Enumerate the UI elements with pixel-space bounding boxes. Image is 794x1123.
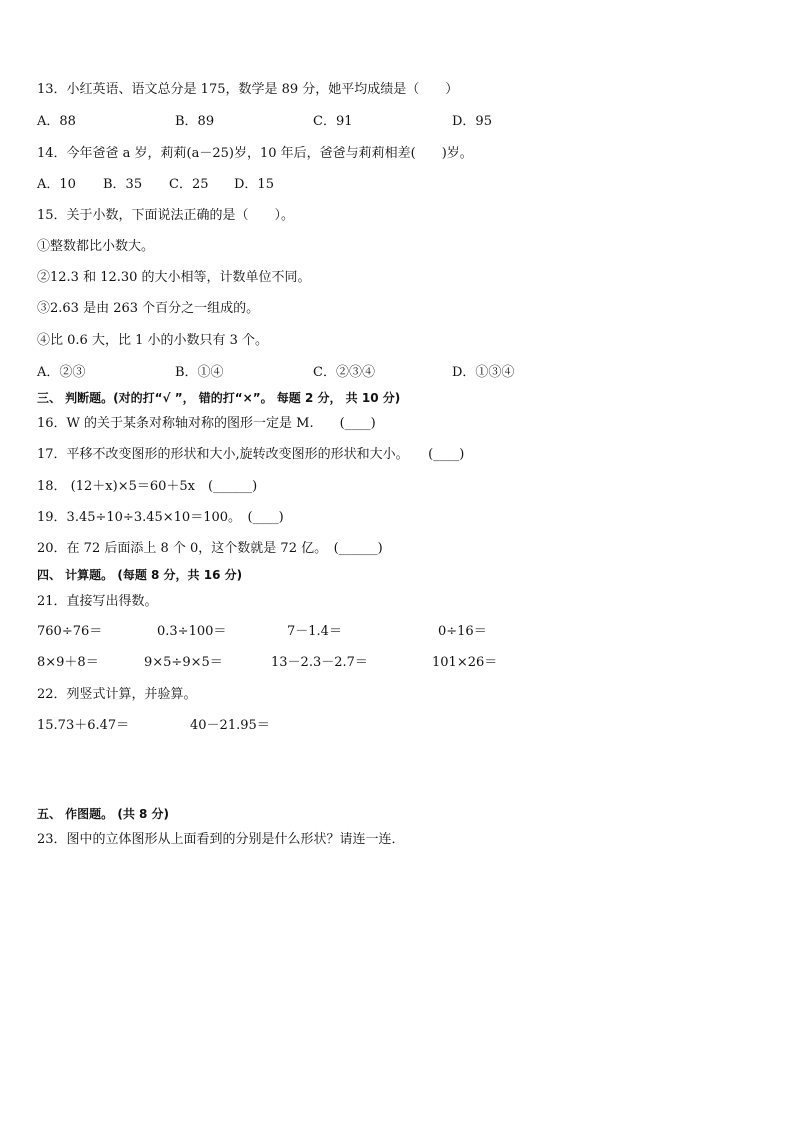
vertical-calc-item: 40－21.95＝ (190, 718, 270, 733)
vertical-calc-item: 15.73＋6.47＝ (37, 718, 130, 733)
question-13-option-a: A．88 (37, 114, 76, 129)
calc-item: 13－2.3－2.7＝ (271, 655, 368, 670)
question-15-option-a: A．②③ (37, 365, 86, 380)
question-13-stem: 13．小红英语、语文总分是 175，数学是 89 分，她平均成绩是（ ） (37, 82, 459, 97)
question-14-option-b: B．35 (103, 177, 143, 192)
question-15-statement-1: ①整数都比小数大。 (37, 239, 155, 254)
section-3-heading: 三、 判断题。(对的打“√ ”， 错的打“×”。 每题 2 分， 共 10 分) (37, 391, 401, 405)
calc-item: 0.3÷100＝ (157, 624, 227, 639)
question-17: 17．平移不改变图形的形状和大小,旋转改变图形的形状和大小。 (____) (37, 447, 465, 462)
question-15-option-c: C．②③④ (313, 365, 375, 380)
question-19: 19．3.45÷10÷3.45×10＝100。 (____) (37, 510, 284, 525)
question-14-option-d: D．15 (234, 177, 274, 192)
calc-item: 9×5÷9×5＝ (144, 655, 223, 670)
question-18: 18． (12＋x)×5＝60＋5x (______) (37, 479, 258, 494)
question-15-stem: 15．关于小数，下面说法正确的是（ ）。 (37, 208, 295, 223)
question-14-stem: 14．今年爸爸 a 岁，莉莉(a－25)岁，10 年后，爸爸与莉莉相差( )岁。 (37, 146, 473, 161)
question-15-statement-4: ④比 0.6 大，比 1 小的小数只有 3 个。 (37, 333, 269, 348)
section-4-heading: 四、 计算题。 (每题 8 分，共 16 分) (37, 568, 243, 582)
calc-item: 760÷76＝ (37, 624, 103, 639)
question-15-option-b: B．①④ (175, 365, 224, 380)
section-5-heading: 五、 作图题。 (共 8 分) (37, 807, 170, 821)
question-15-statement-2: ②12.3 和 12.30 的大小相等，计数单位不同。 (37, 270, 311, 285)
calc-item: 0÷16＝ (438, 624, 487, 639)
question-13-option-b: B．89 (175, 114, 215, 129)
question-16: 16．W 的关于某条对称轴对称的图形一定是 M. (____) (37, 416, 376, 431)
question-13-option-c: C．91 (313, 114, 353, 129)
question-15-option-d: D．①③④ (452, 365, 515, 380)
question-14-option-c: C．25 (169, 177, 209, 192)
calc-item: 8×9＋8＝ (37, 655, 99, 670)
question-13-option-d: D．95 (452, 114, 492, 129)
calc-item: 7－1.4＝ (287, 624, 342, 639)
question-21-stem: 21．直接写出得数。 (37, 594, 158, 609)
question-20: 20．在 72 后面添上 8 个 0，这个数就是 72 亿。 (______) (37, 541, 383, 556)
question-14-option-a: A．10 (37, 177, 76, 192)
question-23-stem: 23．图中的立体图形从上面看到的分别是什么形状？请连一连． (37, 832, 405, 847)
question-15-statement-3: ③2.63 是由 263 个百分之一组成的。 (37, 301, 260, 316)
question-22-stem: 22．列竖式计算，并验算。 (37, 687, 197, 702)
calc-item: 101×26＝ (432, 655, 498, 670)
